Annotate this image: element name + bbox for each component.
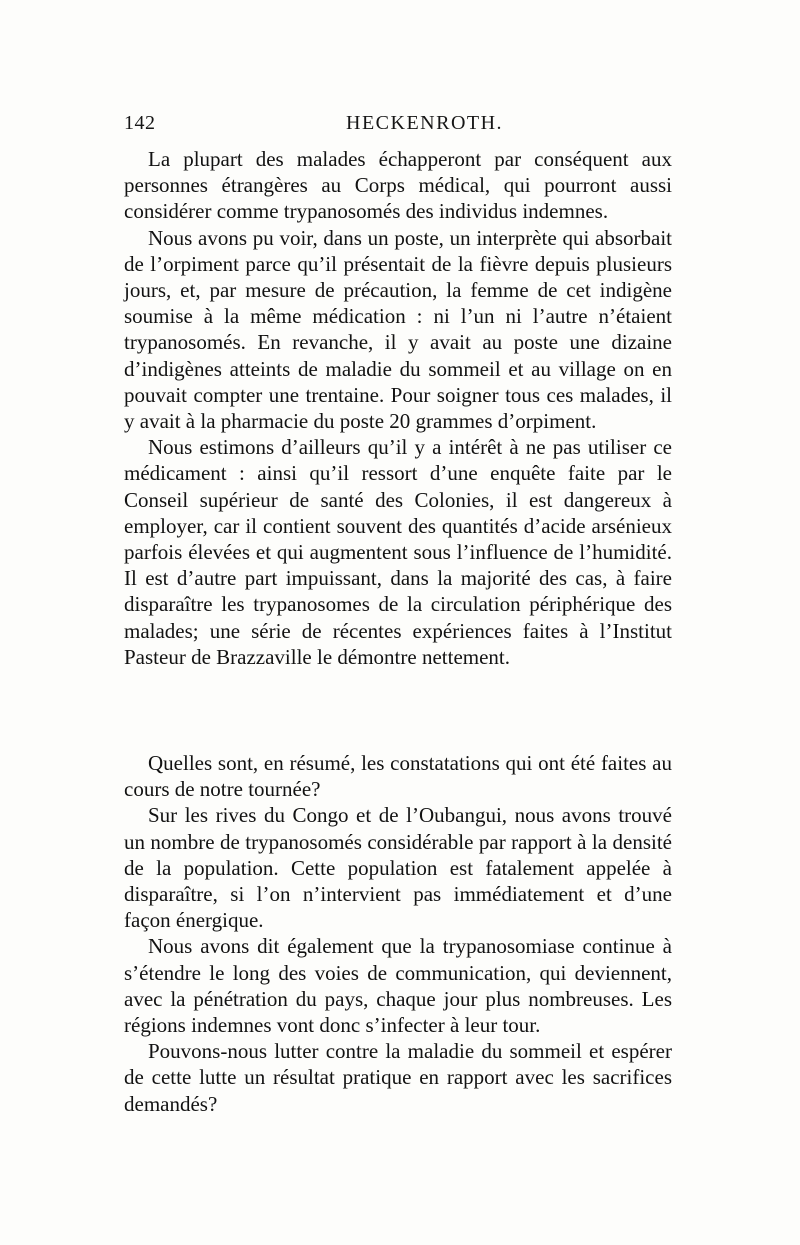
paragraph: La plupart des malades échapperont par conséquent aux personnes étrangères au Corps médical, qui pourront aussi considérer comme trypanosomés des individus indemnes. [124, 147, 672, 224]
paragraph: Quelles sont, en résumé, les constatations qui ont été faites au cours de notre tournée? [124, 751, 672, 802]
paragraph: Nous avons dit également que la trypanosomiase continue à s’étendre le long des voies de communication, qui deviennent, avec la pénétration du pays, chaque jour plus nombreuses. Les régions indemnes vont donc s’infecter à leur tour. [124, 934, 672, 1038]
paragraph: Nous estimons d’ailleurs qu’il y a intérêt à ne pas utiliser ce médicament : ainsi qu’il ressort d’une enquête faite par le Conseil supérieur de santé des Colonies, il est dangereux à employer, car il contient souvent des quantités d’acide arsénieux parfois élevées et qui augmentent sous l’influence de l’humidité. Il est d’autre part impuissant, dans la majorité des cas, à faire disparaître les trypanosomes de la circulation périphérique des malades; une série de récentes expériences faites à l’Institut Pasteur de Brazzaville le démontre nettement. [124, 435, 672, 669]
paragraph: Sur les rives du Congo et de l’Oubangui, nous avons trouvé un nombre de trypanosomés considérable par rapport à la densité de la population. Cette population est fatalement appelée à disparaître, si l’on n’intervient pas immédiatement et d’une façon énergique. [124, 803, 672, 933]
page-number: 142 [124, 112, 156, 134]
paragraph: Nous avons pu voir, dans un poste, un interprète qui absorbait de l’orpiment parce qu’il présentait de la fièvre depuis plusieurs jours, et, par mesure de précaution, la femme de cet indigène soumise à la même médication : ni l’un ni l’autre n’étaient trypanosomés. En revanche, il y avait au poste une dizaine d’indigènes atteints de maladie du sommeil et au village on en pouvait compter une trentaine. Pour soigner tous ces malades, il y avait à la pharmacie du poste 20 grammes d’orpiment. [124, 225, 672, 434]
paragraph: Pouvons-nous lutter contre la maladie du sommeil et espérer de cette lutte un résultat pratique en rapport avec les sacrifices demandés? [124, 1039, 672, 1116]
page-header [124, 112, 672, 140]
running-title: HECKENROTH. [346, 112, 504, 134]
text-section-2 [124, 750, 672, 1117]
text-section-1 [124, 146, 672, 670]
